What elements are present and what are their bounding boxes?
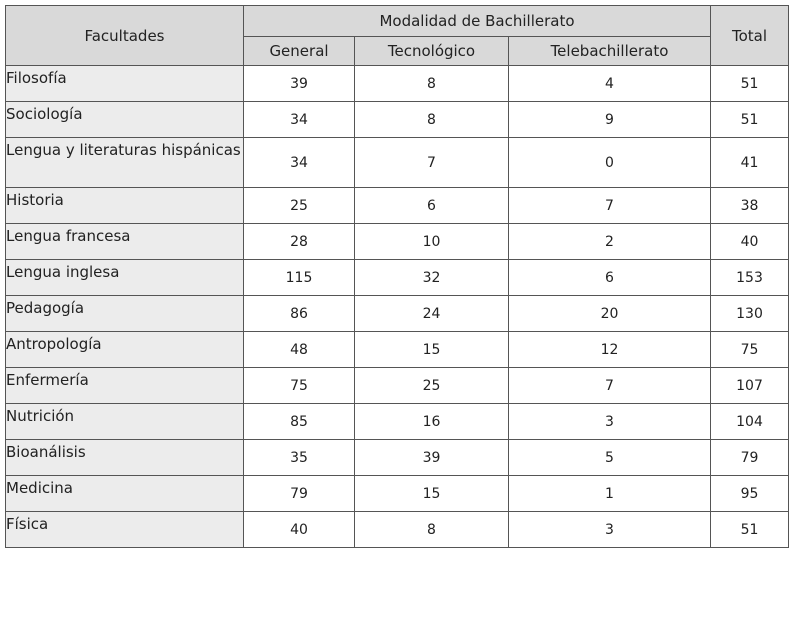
telebachillerato-cell: 12: [509, 332, 711, 368]
total-cell: 79: [711, 440, 789, 476]
header-telebachillerato: Telebachillerato: [509, 37, 711, 66]
general-cell: 28: [244, 224, 355, 260]
total-cell: 130: [711, 296, 789, 332]
tecnologico-cell: 8: [355, 512, 509, 548]
facultad-cell: Filosofía: [6, 66, 244, 102]
tecnologico-cell: 24: [355, 296, 509, 332]
tecnologico-cell: 39: [355, 440, 509, 476]
facultad-cell: Sociología: [6, 102, 244, 138]
tecnologico-cell: 15: [355, 476, 509, 512]
table-row: [6, 260, 789, 296]
header-row-group: [6, 6, 789, 37]
header-tecnologico: Tecnológico: [355, 37, 509, 66]
facultad-cell: Lengua inglesa: [6, 260, 244, 296]
facultad-cell: Enfermería: [6, 368, 244, 404]
table-row: [6, 368, 789, 404]
facultad-cell: Nutrición: [6, 404, 244, 440]
header-total: Total: [711, 6, 789, 66]
total-cell: 153: [711, 260, 789, 296]
general-cell: 25: [244, 188, 355, 224]
total-cell: 41: [711, 138, 789, 188]
table-row: [6, 512, 789, 548]
telebachillerato-cell: 6: [509, 260, 711, 296]
total-cell: 51: [711, 102, 789, 138]
telebachillerato-cell: 0: [509, 138, 711, 188]
table-row: [6, 440, 789, 476]
facultad-cell: Antropología: [6, 332, 244, 368]
tecnologico-cell: 15: [355, 332, 509, 368]
telebachillerato-cell: 1: [509, 476, 711, 512]
telebachillerato-cell: 4: [509, 66, 711, 102]
total-cell: 40: [711, 224, 789, 260]
telebachillerato-cell: 7: [509, 368, 711, 404]
general-cell: 40: [244, 512, 355, 548]
facultad-cell: Medicina: [6, 476, 244, 512]
general-cell: 48: [244, 332, 355, 368]
telebachillerato-cell: 2: [509, 224, 711, 260]
general-cell: 85: [244, 404, 355, 440]
facultad-cell: Historia: [6, 188, 244, 224]
facultad-cell: Lengua francesa: [6, 224, 244, 260]
total-cell: 51: [711, 512, 789, 548]
table-row: [6, 476, 789, 512]
facultad-cell: Física: [6, 512, 244, 548]
table-body: [6, 66, 789, 548]
general-cell: 34: [244, 102, 355, 138]
facultad-cell: Bioanálisis: [6, 440, 244, 476]
total-cell: 107: [711, 368, 789, 404]
header-facultades: Facultades: [6, 6, 244, 66]
total-cell: 104: [711, 404, 789, 440]
total-cell: 51: [711, 66, 789, 102]
tecnologico-cell: 16: [355, 404, 509, 440]
table-row: [6, 404, 789, 440]
tecnologico-cell: 7: [355, 138, 509, 188]
table-row: [6, 102, 789, 138]
general-cell: 86: [244, 296, 355, 332]
tecnologico-cell: 32: [355, 260, 509, 296]
telebachillerato-cell: 7: [509, 188, 711, 224]
tecnologico-cell: 10: [355, 224, 509, 260]
table-row: [6, 296, 789, 332]
total-cell: 38: [711, 188, 789, 224]
telebachillerato-cell: 3: [509, 512, 711, 548]
general-cell: 35: [244, 440, 355, 476]
total-cell: 95: [711, 476, 789, 512]
header-general: General: [244, 37, 355, 66]
header-modalidad-group: Modalidad de Bachillerato: [244, 6, 711, 37]
table-row: [6, 188, 789, 224]
facultad-cell: Pedagogía: [6, 296, 244, 332]
telebachillerato-cell: 5: [509, 440, 711, 476]
tecnologico-cell: 6: [355, 188, 509, 224]
table-row: [6, 332, 789, 368]
tecnologico-cell: 25: [355, 368, 509, 404]
table-row: [6, 138, 789, 188]
table-row: [6, 66, 789, 102]
table-row: [6, 224, 789, 260]
telebachillerato-cell: 3: [509, 404, 711, 440]
general-cell: 39: [244, 66, 355, 102]
total-cell: 75: [711, 332, 789, 368]
facultades-table: [5, 5, 789, 548]
table-header: [6, 6, 789, 66]
general-cell: 34: [244, 138, 355, 188]
general-cell: 79: [244, 476, 355, 512]
general-cell: 75: [244, 368, 355, 404]
telebachillerato-cell: 9: [509, 102, 711, 138]
telebachillerato-cell: 20: [509, 296, 711, 332]
facultad-cell: Lengua y literaturas hispánicas: [6, 138, 244, 188]
tecnologico-cell: 8: [355, 102, 509, 138]
tecnologico-cell: 8: [355, 66, 509, 102]
general-cell: 115: [244, 260, 355, 296]
